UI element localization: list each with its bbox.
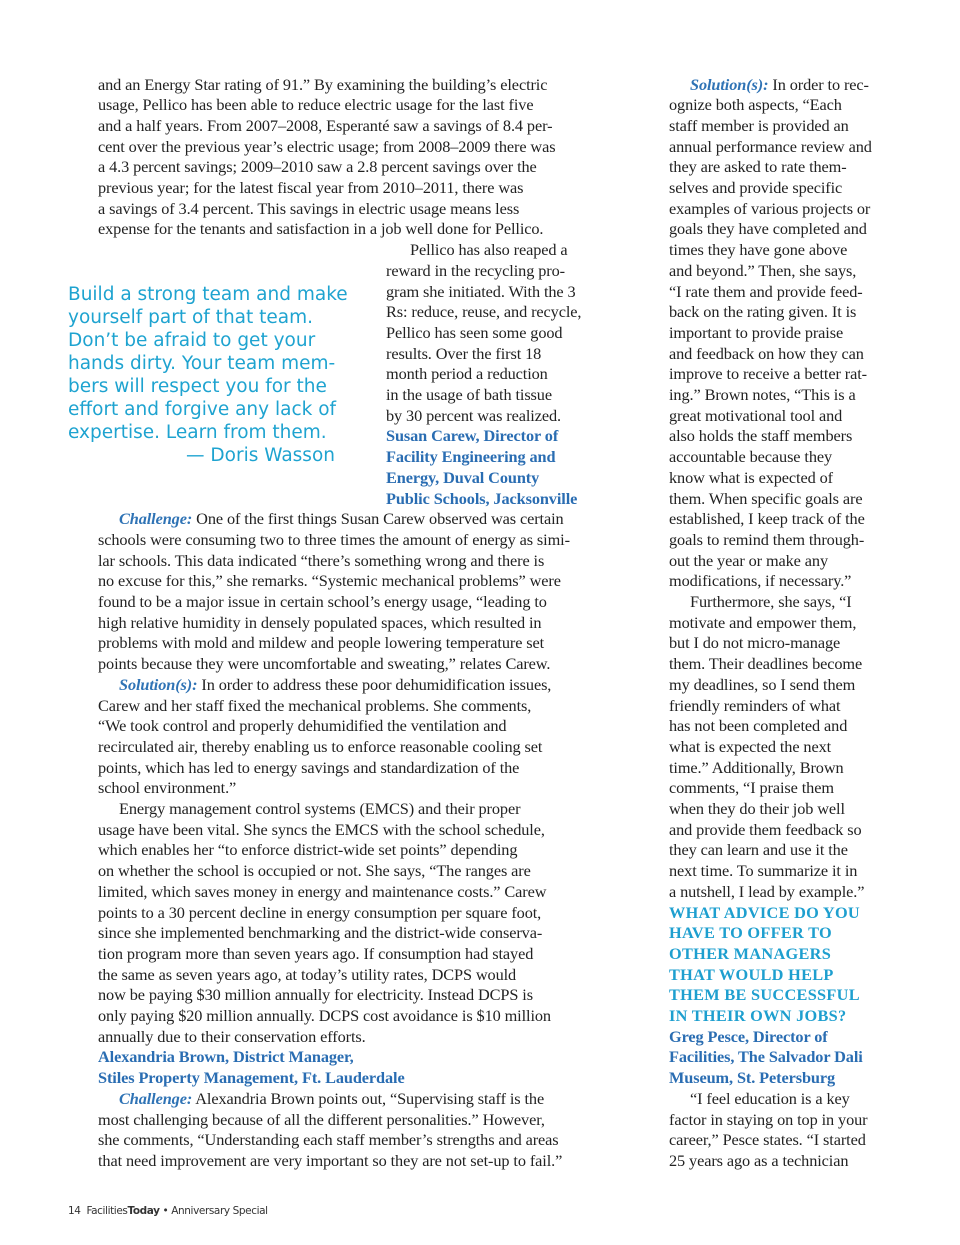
line-text: on whether the school is occupied or not. She says, “The ranges are xyxy=(98,861,531,881)
article-line xyxy=(669,406,842,427)
line-text: In order to rec- xyxy=(768,74,869,94)
line-text: my deadlines, so I send them xyxy=(669,674,856,694)
line-text: out the year or make any xyxy=(669,550,828,570)
section-label: Solution(s): xyxy=(690,74,769,94)
page-number: 14 xyxy=(68,1205,81,1217)
line-text: results. Over the first 18 xyxy=(386,343,542,363)
article-line xyxy=(98,219,543,240)
line-text: improve to receive a better rat- xyxy=(669,364,867,384)
line-text: annual performance review and xyxy=(669,136,872,156)
line-text: most challenging because of all the different personalities.” However, xyxy=(98,1109,545,1129)
article-line xyxy=(669,799,845,820)
article-line xyxy=(669,861,857,882)
line-text: “We took control and properly dehumidified the ventilation and xyxy=(98,716,507,736)
line-text: Facility Engineering and xyxy=(386,447,556,467)
section-heading-line xyxy=(669,1068,835,1089)
line-text: “I feel education is a key xyxy=(690,1088,850,1108)
line-text: now be paying $30 million annually for electricity. Instead DCPS is xyxy=(98,985,533,1005)
line-text: friendly reminders of what xyxy=(669,695,841,715)
line-text: Alexandria Brown points out, “Supervising staff is the xyxy=(192,1088,545,1108)
line-text: Furthermore, she says, “I xyxy=(690,592,852,611)
article-line xyxy=(669,571,851,592)
article-line xyxy=(98,137,555,158)
pull-quote-line: Don’t be afraid to get your xyxy=(68,330,316,351)
footer-bullet: • xyxy=(162,1205,169,1217)
section-heading-line xyxy=(98,1047,354,1068)
article-line xyxy=(669,613,856,634)
line-text: points to a 30 percent decline in energy consumption per square foot, xyxy=(98,902,542,922)
article-line xyxy=(119,799,520,820)
article-line xyxy=(690,592,852,613)
question-heading-line xyxy=(669,903,860,924)
article-line xyxy=(690,1089,850,1110)
line-text: Rs: reduce, reuse, and recycle, xyxy=(386,302,582,322)
article-line xyxy=(669,716,847,737)
article-line xyxy=(119,509,564,530)
section-heading-line xyxy=(386,426,558,447)
article-line xyxy=(98,116,552,137)
line-text: Museum, St. Petersburg xyxy=(669,1068,836,1088)
line-text: Carew and her staff fixed the mechanical problems. She comments, xyxy=(98,695,532,715)
line-text: ing.” Brown notes, “This is a xyxy=(669,385,856,404)
line-text: they are asked to rate them- xyxy=(669,157,847,177)
line-text: usage have been vital. She syncs the EMCS with the school schedule, xyxy=(98,819,545,839)
article-line xyxy=(386,406,561,427)
article-line xyxy=(669,675,855,696)
line-text: Energy, Duval County xyxy=(386,467,540,487)
line-text: found to be a major issue in certain school’s energy usage, “leading to xyxy=(98,592,547,611)
article-line xyxy=(98,1151,562,1172)
article-line xyxy=(669,364,867,385)
line-text: established, I keep track of the xyxy=(669,509,865,529)
line-text: Susan Carew, Director of xyxy=(386,426,559,446)
line-text: great motivational tool and xyxy=(669,405,843,425)
line-text: a nutshell, I lead by example.” xyxy=(669,881,865,901)
section-label: Challenge: xyxy=(119,509,193,529)
line-text: schools were consuming two to three times the amount of energy as simi- xyxy=(98,529,570,549)
pull-quote-line: yourself part of that team. xyxy=(68,307,314,328)
article-line xyxy=(386,282,576,303)
article-line xyxy=(669,654,862,675)
article-line xyxy=(669,157,847,178)
article-line xyxy=(669,1110,867,1131)
article-line xyxy=(669,551,828,572)
article-line xyxy=(98,654,550,675)
article-line xyxy=(98,965,516,986)
article-line xyxy=(669,509,865,530)
line-text: “I rate them and provide feed- xyxy=(669,281,863,301)
line-text: time.” Additionally, Brown xyxy=(669,757,844,777)
article-line xyxy=(669,882,864,903)
line-text: since she implemented benchmarking and the district-wide conserva- xyxy=(98,923,543,943)
line-text: next time. To summarize it in xyxy=(669,861,858,881)
line-text: WHAT ADVICE DO YOU xyxy=(669,902,860,922)
line-text: a savings of 3.4 percent. This savings in electric usage means less xyxy=(98,198,520,218)
article-line xyxy=(669,178,842,199)
article-line xyxy=(98,923,542,944)
section-heading-line xyxy=(669,1027,828,1048)
line-text: Stiles Property Management, Ft. Lauderdale xyxy=(98,1068,405,1088)
article-line xyxy=(669,447,832,468)
article-line xyxy=(98,551,544,572)
article-line xyxy=(98,75,547,96)
line-text: recirculated air, thereby enabling us to enforce reasonable cooling set xyxy=(98,736,543,756)
line-text: points, which has led to energy savings and standardization of the xyxy=(98,757,520,777)
article-line xyxy=(669,282,863,303)
line-text: accountable because they xyxy=(669,447,833,467)
article-line xyxy=(98,178,523,199)
publication-name: Facilities xyxy=(86,1205,128,1217)
article-line xyxy=(98,592,547,613)
article-line xyxy=(98,1006,551,1027)
line-text: Greg Pesce, Director of xyxy=(669,1026,828,1046)
line-text: lar schools. This data indicated “there’s something wrong and there is xyxy=(98,550,545,570)
line-text: month period a reduction xyxy=(386,364,548,384)
article-line xyxy=(98,1027,366,1048)
article-line xyxy=(98,820,545,841)
article-line xyxy=(669,633,840,654)
article-line xyxy=(98,861,531,882)
line-text: Pellico has seen some good xyxy=(386,322,563,342)
line-text: and provide them feedback so xyxy=(669,819,862,839)
article-line xyxy=(669,137,872,158)
question-heading-line xyxy=(669,1006,846,1027)
article-line xyxy=(98,1110,545,1131)
article-line xyxy=(669,1130,866,1151)
pull-quote-line: bers will respect you for the xyxy=(68,376,327,397)
line-text: Alexandria Brown, District Manager, xyxy=(98,1047,354,1067)
article-line xyxy=(98,157,537,178)
page-footer xyxy=(68,1205,268,1217)
article-line xyxy=(669,1151,848,1172)
section-label: Solution(s): xyxy=(119,674,198,694)
line-text: and beyond.” Then, she says, xyxy=(669,260,857,280)
question-heading-line xyxy=(669,985,860,1006)
article-line xyxy=(98,571,561,592)
line-text: 25 years ago as a technician xyxy=(669,1150,849,1170)
article-line xyxy=(98,903,541,924)
line-text: a 4.3 percent savings; 2009–2010 saw a 2.8 percent savings over the xyxy=(98,157,537,177)
article-line xyxy=(669,323,843,344)
article-line xyxy=(669,737,831,758)
line-text: the same as seven years ago, at today’s utility rates, DCPS would xyxy=(98,964,517,984)
article-line xyxy=(98,530,570,551)
line-text: selves and provide specific xyxy=(669,178,843,197)
article-line xyxy=(386,385,552,406)
publication-name-bold: Today xyxy=(127,1205,160,1217)
article-line xyxy=(98,840,517,861)
section-heading-line xyxy=(669,1047,863,1068)
article-line xyxy=(386,364,548,385)
line-text: goals they have completed and xyxy=(669,219,867,239)
pull-quote-line: hands dirty. Your team mem- xyxy=(68,353,336,374)
line-text: when they do their job well xyxy=(669,799,845,818)
question-heading-line xyxy=(669,944,831,965)
article-line xyxy=(669,820,862,841)
line-text: examples of various projects or xyxy=(669,198,871,218)
line-text: OTHER MANAGERS xyxy=(669,943,832,963)
pull-quote xyxy=(68,283,348,467)
line-text: HAVE TO OFFER TO xyxy=(669,923,832,943)
article-line xyxy=(669,778,834,799)
line-text: has not been completed and xyxy=(669,716,848,736)
article-line xyxy=(119,1089,544,1110)
line-text: Energy management control systems (EMCS) and their proper xyxy=(119,799,521,818)
line-text: no excuse for this,” she remarks. “Systemic mechanical problems” were xyxy=(98,571,561,591)
line-text: reward in the recycling pro- xyxy=(386,260,565,280)
line-text: times they have gone above xyxy=(669,240,848,260)
article-line xyxy=(669,530,864,551)
line-text: limited, which saves money in energy and maintenance costs.” Carew xyxy=(98,881,547,901)
line-text: motivate and empower them, xyxy=(669,612,857,632)
line-text: them. When specific goals are xyxy=(669,488,863,508)
line-text: previous year; for the latest fiscal year from 2010–2011, there was xyxy=(98,178,524,197)
article-line xyxy=(386,261,565,282)
line-text: she comments, “Understanding each staff member’s strengths and areas xyxy=(98,1130,559,1150)
section-heading-line xyxy=(386,468,539,489)
article-line xyxy=(669,302,856,323)
article-line xyxy=(98,633,544,654)
article-line xyxy=(98,758,519,779)
line-text: ognize both aspects, “Each xyxy=(669,95,842,115)
article-line xyxy=(386,323,562,344)
line-text: career,” Pesce states. “I started xyxy=(669,1130,866,1150)
article-line xyxy=(410,240,568,261)
article-line xyxy=(669,344,864,365)
line-text: THEM BE SUCCESSFUL xyxy=(669,985,860,1005)
line-text: goals to remind them through- xyxy=(669,529,865,549)
line-text: problems with mold and mildew and people lowering temperature set xyxy=(98,633,545,653)
section-heading-line xyxy=(386,489,577,510)
section-label: Challenge: xyxy=(119,1088,193,1108)
section-heading-line xyxy=(98,1068,405,1089)
line-text: and a half years. From 2007–2008, Esperanté saw a savings of 8.4 per- xyxy=(98,115,553,135)
line-text: important to provide praise xyxy=(669,322,844,342)
line-text: comments, “I praise them xyxy=(669,778,834,798)
line-text: Pellico has also reaped a xyxy=(410,240,568,260)
line-text: only paying $20 million annually. DCPS cost avoidance is $10 million xyxy=(98,1006,551,1025)
pull-quote-line: expertise. Learn from them. xyxy=(68,422,327,443)
line-text: school environment.” xyxy=(98,778,237,798)
pull-quote-line: Build a strong team and make xyxy=(68,284,348,305)
line-text: tion program more than seven years ago. If consumption had stayed xyxy=(98,943,534,963)
line-text: also holds the staff members xyxy=(669,426,853,446)
line-text: In order to address these poor dehumidification issues, xyxy=(197,674,552,694)
article-line xyxy=(690,75,869,96)
pull-quote-attribution: — Doris Wasson xyxy=(186,445,335,466)
line-text: modifications, if necessary.” xyxy=(669,571,852,591)
article-line xyxy=(98,778,236,799)
line-text: which enables her “to enforce district-wide set points” depending xyxy=(98,840,518,860)
article-line xyxy=(669,696,840,717)
article-line xyxy=(669,840,848,861)
line-text: but I do not micro-manage xyxy=(669,633,841,653)
article-line xyxy=(669,261,856,282)
line-text: by 30 percent was realized. xyxy=(386,405,561,425)
issue-name: Anniversary Special xyxy=(171,1205,268,1217)
article-line xyxy=(98,95,533,116)
line-text: expense for the tenants and satisfaction in a job well done for Pellico. xyxy=(98,219,544,239)
article-line xyxy=(98,613,541,634)
article-line xyxy=(669,468,833,489)
section-heading-line xyxy=(386,447,555,468)
line-text: gram she initiated. With the 3 xyxy=(386,281,576,301)
article-line xyxy=(669,199,870,220)
line-text: that need improvement are very important so they are not set-up to fail.” xyxy=(98,1150,563,1170)
article-line xyxy=(98,944,533,965)
question-heading-line xyxy=(669,965,834,986)
article-line xyxy=(669,219,867,240)
question-heading-line xyxy=(669,923,832,944)
article-line xyxy=(98,199,519,220)
line-text: them. Their deadlines become xyxy=(669,654,863,674)
line-text: and feedback on how they can xyxy=(669,343,864,363)
line-text: One of the first things Susan Carew observed was certain xyxy=(192,509,564,529)
line-text: points because they were uncomfortable and sweating,” relates Carew. xyxy=(98,654,551,674)
article-line xyxy=(669,758,844,779)
line-text: annually due to their conservation efforts. xyxy=(98,1026,366,1046)
line-text: in the usage of bath tissue xyxy=(386,385,552,404)
line-text: THAT WOULD HELP xyxy=(669,964,834,984)
line-text: factor in staying on top in your xyxy=(669,1109,868,1129)
line-text: they can learn and use it the xyxy=(669,840,848,860)
article-line xyxy=(386,302,581,323)
line-text: and an Energy Star rating of 91.” By examining the building’s electric xyxy=(98,74,548,94)
line-text: Facilities, The Salvador Dali xyxy=(669,1047,863,1067)
article-line xyxy=(98,696,531,717)
article-line xyxy=(669,385,856,406)
article-line xyxy=(98,1130,559,1151)
line-text: back on the rating given. It is xyxy=(669,302,857,322)
article-line xyxy=(669,240,847,261)
line-text: what is expected the next xyxy=(669,736,832,756)
line-text: IN THEIR OWN JOBS? xyxy=(669,1006,847,1025)
article-line xyxy=(669,489,862,510)
article-line xyxy=(98,737,542,758)
article-line xyxy=(386,344,541,365)
line-text: staff member is provided an xyxy=(669,115,849,135)
article-line xyxy=(669,95,842,116)
pull-quote-line: effort and forgive any lack of xyxy=(68,399,337,420)
article-line xyxy=(98,882,546,903)
article-line xyxy=(119,675,551,696)
article-line xyxy=(98,716,506,737)
line-text: high relative humidity in densely populated spaces, which resulted in xyxy=(98,612,542,632)
line-text: know what is expected of xyxy=(669,467,833,487)
line-text: cent over the previous year’s electric usage; from 2008–2009 there was xyxy=(98,136,556,156)
article-line xyxy=(669,116,849,137)
article-line xyxy=(669,426,852,447)
line-text: Public Schools, Jacksonville xyxy=(386,488,578,508)
article-line xyxy=(98,985,533,1006)
line-text: usage, Pellico has been able to reduce electric usage for the last five xyxy=(98,95,534,115)
